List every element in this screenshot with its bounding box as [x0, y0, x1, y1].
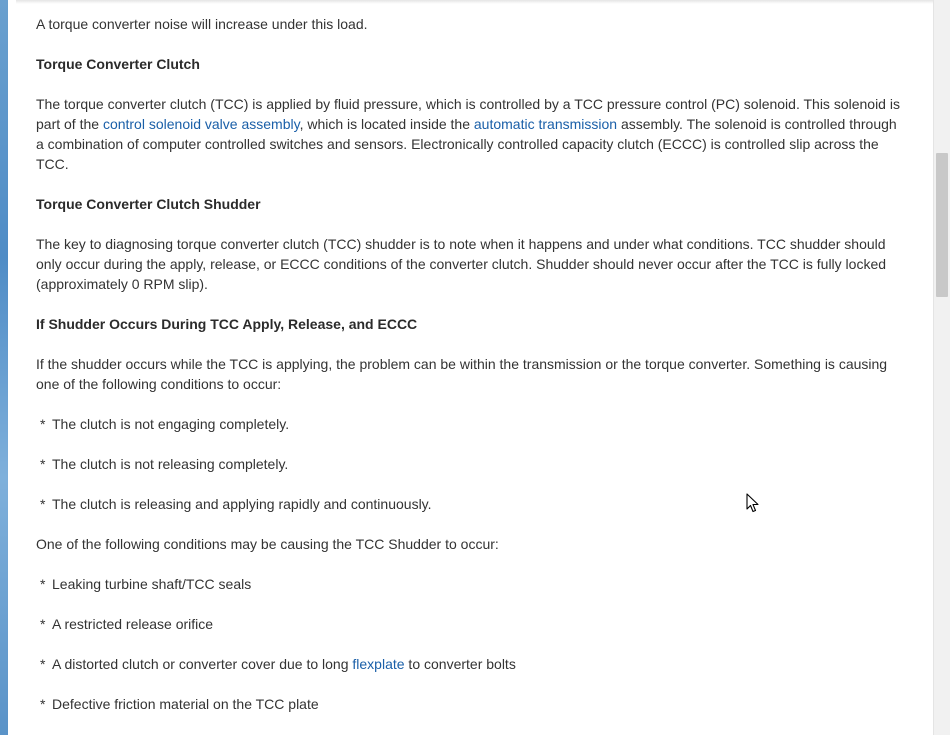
list-item — [36, 454, 906, 474]
list-item-text: The clutch is releasing and applying rapidly and continuously. — [52, 496, 432, 512]
list-item — [36, 654, 906, 674]
shudder-paragraph: The key to diagnosing torque converter clutch (TCC) shudder is to note when it happens and under what conditions. TCC shudder should only occur during the apply, release, or ECCC conditions of the converter clutch. Shudder should never occur after the TCC is fully locked (approximately 0 RPM slip). — [36, 236, 887, 292]
list-item-text-pre: A distorted clutch or converter cover due to long — [52, 656, 353, 672]
list-item-text-post: to converter bolts — [404, 656, 516, 672]
bullet-star: * — [40, 456, 46, 472]
list-item — [36, 494, 906, 514]
link-flexplate[interactable]: flexplate — [352, 656, 405, 672]
heading-shudder-occurs: If Shudder Occurs During TCC Apply, Release, and ECCC — [36, 316, 418, 332]
heading-tcc: Torque Converter Clutch — [36, 56, 200, 72]
list-item — [36, 694, 906, 714]
link-automatic-transmission[interactable]: automatic transmission — [473, 116, 618, 132]
list-item — [36, 414, 906, 434]
bullet-star: * — [40, 496, 46, 512]
intro-paragraph: A torque converter noise will increase under this load. — [36, 16, 368, 32]
bullet-star: * — [40, 656, 46, 672]
tcc-text-3: assembly. The solenoid is controlled through a combination of computer controlled switches and sensors. Electronically controlled capacity clutch (ECCC) is controlled slip across the TCC. — [36, 116, 897, 172]
list-item-text: Defective friction material on the TCC plate — [52, 696, 319, 712]
occurs-paragraph: If the shudder occurs while the TCC is applying, the problem can be within the transmission or the torque converter. Something is causing one of the following conditions to occur: — [36, 356, 888, 392]
article-panel — [8, 0, 934, 735]
tcc-text-1: The torque converter clutch (TCC) is applied by fluid pressure, which is controlled by a TCC pressure control (PC) solenoid. This solenoid is part of the — [36, 96, 900, 132]
tcc-text-2: , which is located inside the — [299, 116, 474, 132]
bullet-star: * — [40, 416, 46, 432]
vertical-scrollbar[interactable] — [933, 0, 950, 735]
top-shadow — [16, 0, 934, 4]
causes-paragraph: One of the following conditions may be causing the TCC Shudder to occur: — [36, 536, 499, 552]
scrollbar-thumb[interactable] — [936, 153, 948, 297]
article-body — [36, 14, 906, 734]
mouse-pointer-icon — [746, 493, 760, 513]
list-item — [36, 574, 906, 594]
bullet-star: * — [40, 616, 46, 632]
left-background-strip — [0, 0, 8, 735]
bullet-star: * — [40, 696, 46, 712]
tcc-paragraph — [36, 94, 906, 174]
list-item-text: The clutch is not engaging completely. — [52, 416, 290, 432]
list-item-text: Leaking turbine shaft/TCC seals — [52, 576, 252, 592]
bullet-star: * — [40, 576, 46, 592]
link-control-solenoid-valve-assembly[interactable]: control solenoid valve assembly — [102, 116, 300, 132]
list-item-text: A restricted release orifice — [52, 616, 214, 632]
heading-tcc-shudder: Torque Converter Clutch Shudder — [36, 196, 261, 212]
list-item-text: The clutch is not releasing completely. — [52, 456, 289, 472]
list-item — [36, 614, 906, 634]
